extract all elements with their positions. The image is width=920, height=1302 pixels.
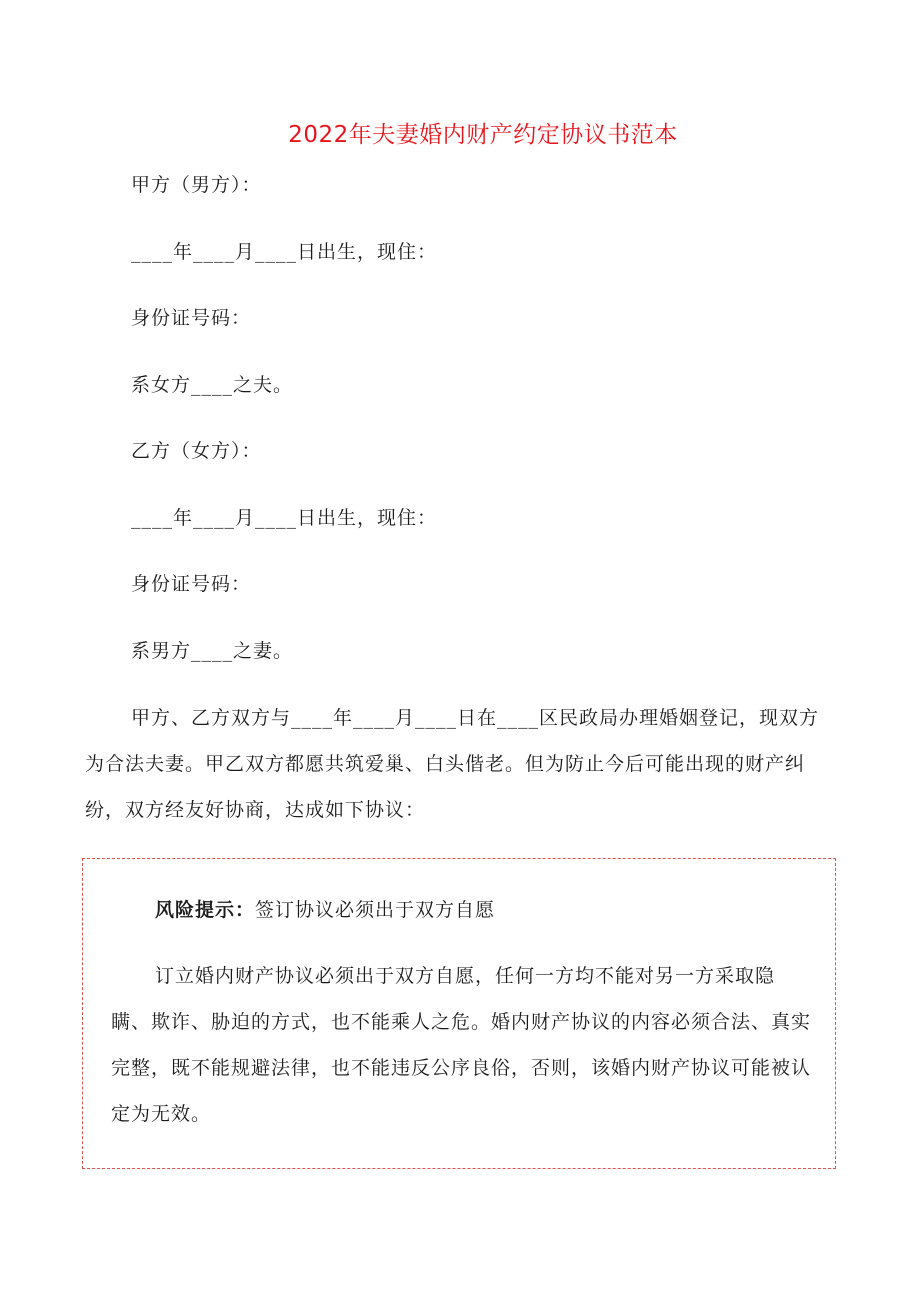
party-a-id-number: 身份证号码： [131,307,252,329]
risk-notice-title: 签订协议必须出于双方自愿 [255,899,496,921]
party-b-relation: 系男方____之妻。 [131,640,294,662]
party-a-relation: 系女方____之夫。 [131,374,294,396]
risk-notice-label: 风险提示： [155,899,256,921]
risk-notice-body: 订立婚内财产协议必须出于双方自愿，任何一方均不能对另一方采取隐瞒、欺诈、胁迫的方式，也不能乘人之危。婚内财产协议的内容必须合法、真实完整，既不能规避法律，也不能违反公序良俗，否则，该婚内财产协议可能被认定为无效。 [111,965,812,1125]
risk-notice-heading [155,895,495,925]
party-a-label: 甲方（男方）： [131,174,262,196]
party-b-label: 乙方（女方）： [131,440,262,462]
document-title: 2022年夫妻婚内财产约定协议书范本 [288,122,678,148]
intro-paragraph: 甲方、乙方双方与____年____月____日在____区民政局办理婚姻登记，现双方为合法夫妻。甲乙双方都愿共筑爱巢、白头偕老。但为防止今后可能出现的财产纠纷，双方经友好协商，达成如下协议： [85,707,820,821]
party-b-id-number: 身份证号码： [131,573,252,595]
party-a-birth-address: ____年____月____日出生，现住： [131,241,438,263]
risk-notice-box [82,858,836,1169]
party-b-birth-address: ____年____月____日出生，现住： [131,507,438,529]
